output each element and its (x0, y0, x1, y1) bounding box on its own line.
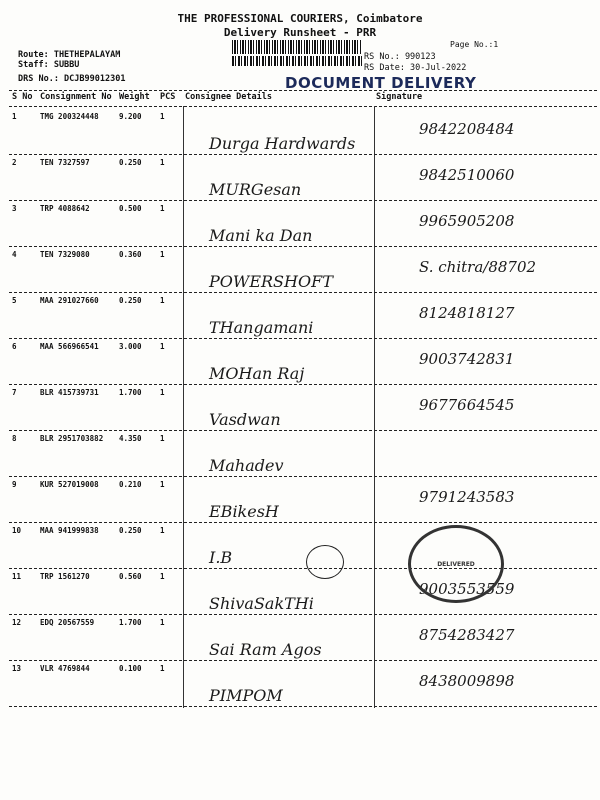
header-divider-top (9, 90, 597, 91)
table-row (9, 250, 597, 290)
row-weight: 0.500 (119, 204, 142, 213)
row-divider (9, 200, 597, 201)
row-consignee: PIMPOM (209, 686, 283, 705)
row-consignee: MOHan Raj (209, 364, 305, 383)
row-divider (9, 476, 597, 477)
row-consignee: Durga Hardwards (209, 134, 356, 153)
row-pcs: 1 (160, 112, 165, 121)
row-consignee: POWERSHOFT (209, 272, 333, 291)
row-signature: S. chitra/88702 (419, 258, 537, 276)
table-row (9, 664, 597, 704)
barcode-lower (232, 56, 362, 66)
col-consignment: Consignment No (40, 92, 112, 102)
row-divider (9, 338, 597, 339)
row-consignment-no: KUR 527019008 (40, 480, 99, 489)
row-sno: 4 (12, 250, 17, 259)
row-consignee: Mahadev (209, 456, 284, 475)
row-pcs: 1 (160, 572, 165, 581)
row-consignment-no: VLR 4769844 (40, 664, 90, 673)
row-consignment-no: BLR 415739731 (40, 388, 99, 397)
row-consignment-no: BLR 2951703882 (40, 434, 104, 443)
row-sno: 5 (12, 296, 17, 305)
row-consignee: THangamani (209, 318, 314, 337)
row-pcs: 1 (160, 618, 165, 627)
col-pcs: PCS (160, 92, 176, 102)
row-sno: 7 (12, 388, 17, 397)
company-title: THE PROFESSIONAL COURIERS, Coimbatore (177, 12, 423, 25)
row-sno: 6 (12, 342, 17, 351)
row-weight: 9.200 (119, 112, 142, 121)
row-weight: 0.250 (119, 526, 142, 535)
table-row (9, 342, 597, 382)
row-weight: 0.560 (119, 572, 142, 581)
runsheet-title: Delivery Runsheet - PRR (223, 26, 377, 39)
col-sno: S No (12, 92, 33, 102)
row-pcs: 1 (160, 526, 165, 535)
row-consignment-no: MAA 941999838 (40, 526, 99, 535)
row-pcs: 1 (160, 250, 165, 259)
row-sno: 8 (12, 434, 17, 443)
row-sno: 13 (12, 664, 22, 673)
row-weight: 1.700 (119, 618, 142, 627)
row-divider (9, 154, 597, 155)
staff-text: Staff: SUBBU (18, 60, 80, 70)
row-sno: 2 (12, 158, 17, 167)
col-signature: Signature (376, 92, 423, 102)
row-consignee: Mani ka Dan (209, 226, 313, 245)
row-pcs: 1 (160, 342, 165, 351)
row-divider (9, 292, 597, 293)
row-signature: 9842208484 (419, 120, 515, 138)
table-row (9, 434, 597, 474)
table-row (9, 112, 597, 152)
row-consignee: EBikesH (209, 502, 279, 521)
row-consignee: Vasdwan (209, 410, 281, 429)
row-signature: 9842510060 (419, 166, 515, 184)
row-pcs: 1 (160, 480, 165, 489)
row-consignment-no: MAA 291027660 (40, 296, 99, 305)
col-consignee: Consignee Details (185, 92, 272, 102)
row-weight: 0.360 (119, 250, 142, 259)
row-consignee: Sai Ram Agos (209, 640, 322, 659)
row-weight: 0.100 (119, 664, 142, 673)
row-consignment-no: TRP 1561270 (40, 572, 90, 581)
table-row (9, 572, 597, 612)
row-sno: 12 (12, 618, 22, 627)
row-signature: 9791243583 (419, 488, 515, 506)
table-row (9, 388, 597, 428)
row-divider (9, 246, 597, 247)
row-signature: 9003553559 (419, 580, 515, 598)
row-signature: 8124818127 (419, 304, 515, 322)
table-row (9, 158, 597, 198)
row-consignment-no: TRP 4088642 (40, 204, 90, 213)
row-pcs: 1 (160, 296, 165, 305)
row-weight: 4.350 (119, 434, 142, 443)
row-signature: 8754283427 (419, 626, 515, 644)
row-divider (9, 706, 597, 707)
row-signature: 8438009898 (419, 672, 515, 690)
row-signature: 9677664545 (419, 396, 515, 414)
table-row (9, 204, 597, 244)
col-weight: Weight (119, 92, 150, 102)
row-pcs: 1 (160, 158, 165, 167)
table-row (9, 526, 597, 566)
drs-number: DRS No.: DCJB99012301 (18, 74, 126, 84)
row-consignment-no: MAA 566966541 (40, 342, 99, 351)
page-number: Page No.:1 (450, 40, 499, 49)
row-consignment-no: TEN 7327597 (40, 158, 90, 167)
row-sno: 9 (12, 480, 17, 489)
row-consignment-no: TEN 7329080 (40, 250, 90, 259)
row-divider (9, 430, 597, 431)
row-consignment-no: EDQ 20567559 (40, 618, 95, 627)
row-signature: 9965905208 (419, 212, 515, 230)
barcode (232, 40, 362, 54)
table-row (9, 618, 597, 658)
rs-number: RS No.: 990123 (364, 52, 436, 62)
header-divider-bottom (9, 106, 597, 107)
row-divider (9, 660, 597, 661)
row-weight: 0.250 (119, 158, 142, 167)
row-pcs: 1 (160, 388, 165, 397)
row-divider (9, 568, 597, 569)
row-consignment-no: TMG 200324448 (40, 112, 99, 121)
row-weight: 1.700 (119, 388, 142, 397)
row-sno: 10 (12, 526, 22, 535)
row-consignee: ShivaSakTHi (209, 594, 314, 613)
column-header (9, 92, 597, 106)
row-pcs: 1 (160, 434, 165, 443)
document-delivery-stamp: DOCUMENT DELIVERY (285, 74, 477, 92)
row-sno: 11 (12, 572, 22, 581)
table-row (9, 296, 597, 336)
row-sno: 3 (12, 204, 17, 213)
table-row (9, 480, 597, 520)
circled-mark (306, 545, 344, 579)
row-weight: 0.250 (119, 296, 142, 305)
row-divider (9, 522, 597, 523)
row-consignee: I.B (209, 548, 233, 567)
rs-date: RS Date: 30-Jul-2022 (364, 63, 467, 73)
row-pcs: 1 (160, 664, 165, 673)
row-weight: 3.000 (119, 342, 142, 351)
row-divider (9, 614, 597, 615)
route-text: Route: THETHEPALAYAM (18, 50, 121, 60)
row-divider (9, 384, 597, 385)
delivery-seal: DELIVERED (408, 525, 504, 603)
row-sno: 1 (12, 112, 17, 121)
row-signature: 9003742831 (419, 350, 515, 368)
row-pcs: 1 (160, 204, 165, 213)
row-consignee: MURGesan (209, 180, 302, 199)
row-weight: 0.210 (119, 480, 142, 489)
